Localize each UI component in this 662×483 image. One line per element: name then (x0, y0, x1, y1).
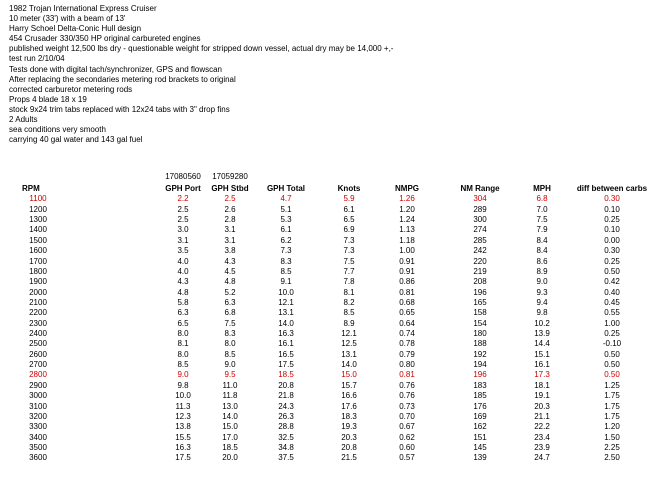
cell-gph-port: 16.3 (175, 442, 191, 452)
cell-nmpg: 0.79 (399, 349, 415, 359)
cell-diff-between-carbs: 0.10 (604, 225, 620, 235)
cell-rpm: 3300 (29, 422, 47, 432)
cell-gph-port: 9.8 (177, 380, 189, 390)
cell-gph-port: 3.1 (177, 235, 189, 245)
cell-gph-port: 3.5 (177, 246, 189, 256)
cell-gph-port: 4.3 (177, 277, 189, 287)
table-row (0, 453, 662, 463)
cell-nmpg: 1.26 (399, 194, 415, 204)
cell-gph-port: 9.0 (177, 370, 189, 380)
cell-gph-stbd: 9.5 (224, 370, 236, 380)
cell-gph-total: 13.1 (278, 308, 294, 318)
note-line: 10 meter (33') with a beam of 13' (9, 14, 126, 24)
cell-rpm: 3100 (29, 401, 47, 411)
cell-gph-port: 13.8 (175, 422, 191, 432)
cell-rpm: 2900 (29, 380, 47, 390)
cell-diff-between-carbs: 1.00 (604, 318, 620, 328)
cell-mph: 17.3 (534, 370, 550, 380)
cell-knots: 16.6 (341, 391, 357, 401)
cell-diff-between-carbs: 0.50 (604, 349, 620, 359)
cell-rpm: 2300 (29, 318, 47, 328)
cell-mph: 24.7 (534, 453, 550, 463)
cell-knots: 18.3 (341, 411, 357, 421)
cell-mph: 23.4 (534, 432, 550, 442)
header-nmpg: NMPG (395, 184, 419, 193)
cell-gph-stbd: 2.6 (224, 204, 236, 214)
cell-gph-stbd: 6.8 (224, 308, 236, 318)
cell-nm-range: 145 (473, 442, 487, 452)
cell-nm-range: 208 (473, 277, 487, 287)
cell-gph-total: 14.0 (278, 318, 294, 328)
cell-gph-stbd: 9.0 (224, 360, 236, 370)
table-row (0, 267, 662, 277)
table-row (0, 422, 662, 432)
cell-knots: 12.5 (341, 339, 357, 349)
cell-mph: 16.1 (534, 360, 550, 370)
cell-rpm: 1500 (29, 235, 47, 245)
cell-knots: 5.9 (343, 194, 355, 204)
cell-mph: 8.4 (536, 235, 548, 245)
cell-nmpg: 0.74 (399, 329, 415, 339)
cell-gph-stbd: 17.0 (222, 432, 238, 442)
table-row (0, 339, 662, 349)
cell-nmpg: 0.76 (399, 380, 415, 390)
cell-gph-stbd: 2.8 (224, 215, 236, 225)
cell-gph-total: 6.2 (280, 235, 292, 245)
cell-gph-port: 8.0 (177, 349, 189, 359)
cell-nm-range: 220 (473, 256, 487, 266)
table-row (0, 308, 662, 318)
cell-gph-port: 11.3 (175, 401, 191, 411)
table-row (0, 246, 662, 256)
cell-gph-stbd: 8.5 (224, 349, 236, 359)
cell-rpm: 1200 (29, 204, 47, 214)
cell-gph-total: 6.1 (280, 225, 292, 235)
cell-diff-between-carbs: 0.50 (604, 266, 620, 276)
cell-mph: 15.1 (534, 349, 550, 359)
cell-knots: 6.5 (343, 215, 355, 225)
cell-nmpg: 1.13 (399, 225, 415, 235)
cell-gph-stbd: 18.5 (222, 442, 238, 452)
cell-gph-total: 16.3 (278, 329, 294, 339)
cell-gph-port: 2.5 (177, 215, 189, 225)
cell-knots: 7.5 (343, 256, 355, 266)
cell-mph: 23.9 (534, 442, 550, 452)
cell-gph-total: 28.8 (278, 422, 294, 432)
note-line: Props 4 blade 18 x 19 (9, 94, 87, 104)
cell-gph-port: 5.8 (177, 297, 189, 307)
cell-gph-stbd: 8.3 (224, 329, 236, 339)
cell-mph: 22.2 (534, 422, 550, 432)
cell-nm-range: 180 (473, 329, 487, 339)
cell-mph: 7.5 (536, 215, 548, 225)
cell-gph-stbd: 15.0 (222, 422, 238, 432)
cell-rpm: 2400 (29, 329, 47, 339)
cell-nm-range: 289 (473, 204, 487, 214)
cell-nmpg: 0.78 (399, 339, 415, 349)
table-row (0, 391, 662, 401)
cell-nmpg: 1.00 (399, 246, 415, 256)
cell-rpm: 1900 (29, 277, 47, 287)
cell-nmpg: 0.70 (399, 411, 415, 421)
cell-gph-port: 4.0 (177, 266, 189, 276)
cell-mph: 21.1 (534, 411, 550, 421)
test-notes (9, 4, 393, 145)
cell-mph: 13.9 (534, 329, 550, 339)
table-row (0, 370, 662, 380)
header-gph-port: GPH Port (165, 184, 201, 193)
cell-gph-total: 16.1 (278, 339, 294, 349)
cell-gph-port: 15.5 (175, 432, 191, 442)
header-rpm: RPM (22, 184, 40, 193)
cell-nmpg: 0.62 (399, 432, 415, 442)
cell-nm-range: 165 (473, 297, 487, 307)
cell-gph-port: 8.0 (177, 329, 189, 339)
cell-nm-range: 151 (473, 432, 487, 442)
cell-nm-range: 158 (473, 308, 487, 318)
cell-nm-range: 300 (473, 215, 487, 225)
cell-mph: 7.0 (536, 204, 548, 214)
cell-gph-total: 20.8 (278, 380, 294, 390)
cell-rpm: 1400 (29, 225, 47, 235)
cell-diff-between-carbs: 1.20 (604, 422, 620, 432)
cell-nm-range: 176 (473, 401, 487, 411)
note-line: carrying 40 gal water and 143 gal fuel (9, 135, 143, 145)
cell-nm-range: 196 (473, 370, 487, 380)
cell-knots: 8.2 (343, 297, 355, 307)
cell-nmpg: 0.81 (399, 370, 415, 380)
cell-nm-range: 162 (473, 422, 487, 432)
cell-diff-between-carbs: 0.45 (604, 297, 620, 307)
cell-knots: 8.1 (343, 287, 355, 297)
cell-diff-between-carbs: 1.75 (604, 411, 620, 421)
note-line: After replacing the secondaries metering rod brackets to original (9, 74, 236, 84)
table-row (0, 412, 662, 422)
note-line: 454 Crusader 330/350 HP original carbureted engines (9, 34, 201, 44)
cell-diff-between-carbs: 0.00 (604, 235, 620, 245)
cell-gph-port: 3.0 (177, 225, 189, 235)
cell-nm-range: 154 (473, 318, 487, 328)
header-knots: Knots (337, 184, 361, 193)
cell-rpm: 3000 (29, 391, 47, 401)
cell-nm-range: 219 (473, 266, 487, 276)
cell-gph-stbd: 3.8 (224, 246, 236, 256)
cell-knots: 15.7 (341, 380, 357, 390)
cell-nmpg: 0.91 (399, 256, 415, 266)
cell-nmpg: 0.64 (399, 318, 415, 328)
cell-rpm: 2600 (29, 349, 47, 359)
cell-rpm: 2100 (29, 297, 47, 307)
cell-mph: 9.8 (536, 308, 548, 318)
table-row (0, 257, 662, 267)
note-line: 2 Adults (9, 115, 38, 125)
cell-gph-stbd: 5.2 (224, 287, 236, 297)
cell-nm-range: 183 (473, 380, 487, 390)
cell-knots: 19.3 (341, 422, 357, 432)
cell-gph-port: 10.0 (175, 391, 191, 401)
cell-diff-between-carbs: 2.50 (604, 453, 620, 463)
table-row (0, 205, 662, 215)
cell-gph-total: 4.7 (280, 194, 292, 204)
cell-nm-range: 188 (473, 339, 487, 349)
cell-gph-stbd: 6.3 (224, 297, 236, 307)
cell-gph-stbd: 2.5 (224, 194, 236, 204)
cell-gph-port: 17.5 (175, 453, 191, 463)
cell-gph-stbd: 20.0 (222, 453, 238, 463)
cell-nm-range: 196 (473, 287, 487, 297)
cell-mph: 9.0 (536, 277, 548, 287)
cell-diff-between-carbs: 0.25 (604, 329, 620, 339)
cell-gph-stbd: 3.1 (224, 225, 236, 235)
cell-rpm: 2800 (29, 370, 47, 380)
cell-mph: 9.3 (536, 287, 548, 297)
header-diff-between-carbs: diff between carbs (576, 184, 648, 193)
cell-gph-total: 37.5 (278, 453, 294, 463)
cell-mph: 18.1 (534, 380, 550, 390)
cell-rpm: 2200 (29, 308, 47, 318)
cell-nmpg: 0.76 (399, 391, 415, 401)
table-row (0, 329, 662, 339)
cell-diff-between-carbs: 0.10 (604, 204, 620, 214)
cell-knots: 15.0 (341, 370, 357, 380)
cell-diff-between-carbs: 2.25 (604, 442, 620, 452)
cell-gph-total: 34.8 (278, 442, 294, 452)
cell-diff-between-carbs: -0.10 (602, 339, 622, 349)
cell-gph-total: 16.5 (278, 349, 294, 359)
cell-nm-range: 192 (473, 349, 487, 359)
cell-nmpg: 0.91 (399, 266, 415, 276)
cell-gph-stbd: 8.0 (224, 339, 236, 349)
table-row (0, 402, 662, 412)
cell-knots: 7.3 (343, 235, 355, 245)
port-engine-serial: 17080560 (165, 172, 201, 181)
table-row (0, 225, 662, 235)
cell-nmpg: 0.57 (399, 453, 415, 463)
cell-diff-between-carbs: 0.30 (604, 246, 620, 256)
header-nm-range: NM Range (460, 184, 500, 193)
stbd-engine-serial: 17059280 (212, 172, 248, 181)
cell-gph-total: 10.0 (278, 287, 294, 297)
cell-gph-total: 8.5 (280, 266, 292, 276)
cell-nm-range: 274 (473, 225, 487, 235)
cell-knots: 6.9 (343, 225, 355, 235)
cell-diff-between-carbs: 0.40 (604, 287, 620, 297)
table-row (0, 215, 662, 225)
cell-nmpg: 0.73 (399, 401, 415, 411)
cell-gph-stbd: 11.8 (222, 391, 238, 401)
cell-gph-port: 6.5 (177, 318, 189, 328)
header-mph: MPH (533, 184, 551, 193)
cell-knots: 8.9 (343, 318, 355, 328)
cell-gph-port: 12.3 (175, 411, 191, 421)
cell-gph-total: 8.3 (280, 256, 292, 266)
table-header (0, 184, 662, 194)
cell-diff-between-carbs: 0.50 (604, 370, 620, 380)
cell-gph-total: 9.1 (280, 277, 292, 287)
table-row (0, 298, 662, 308)
note-line: Harry Schoel Delta-Conic Hull design (9, 24, 142, 34)
cell-gph-total: 18.5 (278, 370, 294, 380)
cell-knots: 7.8 (343, 277, 355, 287)
cell-rpm: 3200 (29, 411, 47, 421)
cell-gph-stbd: 11.0 (222, 380, 238, 390)
cell-diff-between-carbs: 0.30 (604, 194, 620, 204)
cell-rpm: 3400 (29, 432, 47, 442)
cell-nm-range: 169 (473, 411, 487, 421)
cell-nm-range: 139 (473, 453, 487, 463)
table-row (0, 381, 662, 391)
cell-nmpg: 0.67 (399, 422, 415, 432)
cell-knots: 7.7 (343, 266, 355, 276)
note-line: published weight 12,500 lbs dry - questionable weight for stripped down vessel, actual dry may be 14,000 +,- (9, 44, 394, 54)
cell-knots: 6.1 (343, 204, 355, 214)
cell-gph-port: 2.5 (177, 204, 189, 214)
cell-rpm: 2500 (29, 339, 47, 349)
table-row (0, 236, 662, 246)
cell-gph-port: 8.1 (177, 339, 189, 349)
cell-gph-port: 2.2 (177, 194, 189, 204)
table-row (0, 433, 662, 443)
performance-table (0, 184, 662, 464)
cell-rpm: 3600 (29, 453, 47, 463)
cell-nmpg: 0.65 (399, 308, 415, 318)
cell-nm-range: 285 (473, 235, 487, 245)
cell-nmpg: 0.86 (399, 277, 415, 287)
note-line: Tests done with digital tach/synchronizer, GPS and flowscan (9, 64, 222, 74)
cell-nmpg: 0.80 (399, 360, 415, 370)
cell-mph: 8.6 (536, 256, 548, 266)
cell-knots: 20.3 (341, 432, 357, 442)
cell-nm-range: 304 (473, 194, 487, 204)
cell-nm-range: 185 (473, 391, 487, 401)
cell-nmpg: 1.20 (399, 204, 415, 214)
cell-knots: 7.3 (343, 246, 355, 256)
cell-gph-stbd: 3.1 (224, 235, 236, 245)
cell-knots: 8.5 (343, 308, 355, 318)
cell-diff-between-carbs: 1.25 (604, 380, 620, 390)
note-line: corrected carburetor metering rods (9, 84, 133, 94)
cell-rpm: 2000 (29, 287, 47, 297)
table-row (0, 277, 662, 287)
cell-gph-port: 6.3 (177, 308, 189, 318)
cell-diff-between-carbs: 0.50 (604, 360, 620, 370)
cell-knots: 17.6 (341, 401, 357, 411)
cell-diff-between-carbs: 1.50 (604, 432, 620, 442)
cell-knots: 21.5 (341, 453, 357, 463)
cell-gph-total: 17.5 (278, 360, 294, 370)
cell-mph: 8.9 (536, 266, 548, 276)
cell-nmpg: 0.60 (399, 442, 415, 452)
note-line: test run 2/10/04 (9, 54, 65, 64)
note-line: 1982 Trojan International Express Cruiser (9, 4, 157, 13)
cell-mph: 19.1 (534, 391, 550, 401)
cell-mph: 14.4 (534, 339, 550, 349)
table-row (0, 360, 662, 370)
cell-gph-total: 24.3 (278, 401, 294, 411)
cell-gph-port: 8.5 (177, 360, 189, 370)
cell-gph-stbd: 4.3 (224, 256, 236, 266)
cell-gph-total: 5.3 (280, 215, 292, 225)
cell-gph-total: 7.3 (280, 246, 292, 256)
cell-nm-range: 242 (473, 246, 487, 256)
cell-nmpg: 1.24 (399, 215, 415, 225)
cell-gph-stbd: 14.0 (222, 411, 238, 421)
cell-gph-total: 26.3 (278, 411, 294, 421)
cell-mph: 10.2 (534, 318, 550, 328)
cell-mph: 9.4 (536, 297, 548, 307)
cell-gph-total: 32.5 (278, 432, 294, 442)
table-row (0, 319, 662, 329)
cell-rpm: 1800 (29, 266, 47, 276)
cell-gph-total: 12.1 (278, 297, 294, 307)
header-gph-total: GPH Total (266, 184, 306, 193)
cell-gph-stbd: 13.0 (222, 401, 238, 411)
cell-knots: 20.8 (341, 442, 357, 452)
cell-mph: 20.3 (534, 401, 550, 411)
cell-gph-stbd: 4.5 (224, 266, 236, 276)
cell-gph-port: 4.0 (177, 256, 189, 266)
table-row (0, 443, 662, 453)
cell-nmpg: 1.18 (399, 235, 415, 245)
cell-diff-between-carbs: 0.55 (604, 308, 620, 318)
cell-diff-between-carbs: 0.25 (604, 215, 620, 225)
cell-diff-between-carbs: 0.25 (604, 256, 620, 266)
cell-gph-total: 5.1 (280, 204, 292, 214)
cell-diff-between-carbs: 0.42 (604, 277, 620, 287)
note-line: sea conditions very smooth (9, 125, 106, 135)
cell-rpm: 1300 (29, 215, 47, 225)
cell-mph: 8.4 (536, 246, 548, 256)
cell-rpm: 3500 (29, 442, 47, 452)
cell-nm-range: 194 (473, 360, 487, 370)
cell-knots: 12.1 (341, 329, 357, 339)
cell-rpm: 1700 (29, 256, 47, 266)
cell-gph-port: 4.8 (177, 287, 189, 297)
cell-gph-stbd: 7.5 (224, 318, 236, 328)
cell-rpm: 2700 (29, 360, 47, 370)
cell-mph: 6.8 (536, 194, 548, 204)
cell-knots: 14.0 (341, 360, 357, 370)
cell-rpm: 1100 (29, 194, 47, 204)
cell-nmpg: 0.81 (399, 287, 415, 297)
header-gph-stbd: GPH Stbd (211, 184, 249, 193)
cell-diff-between-carbs: 1.75 (604, 401, 620, 411)
cell-diff-between-carbs: 1.75 (604, 391, 620, 401)
cell-gph-total: 21.8 (278, 391, 294, 401)
cell-gph-stbd: 4.8 (224, 277, 236, 287)
note-line: stock 9x24 trim tabs replaced with 12x24 tabs with 3" drop fins (9, 104, 230, 114)
cell-nmpg: 0.68 (399, 297, 415, 307)
table-row (0, 194, 662, 204)
cell-knots: 13.1 (341, 349, 357, 359)
cell-mph: 7.9 (536, 225, 548, 235)
cell-rpm: 1600 (29, 246, 47, 256)
table-row (0, 350, 662, 360)
table-row (0, 288, 662, 298)
